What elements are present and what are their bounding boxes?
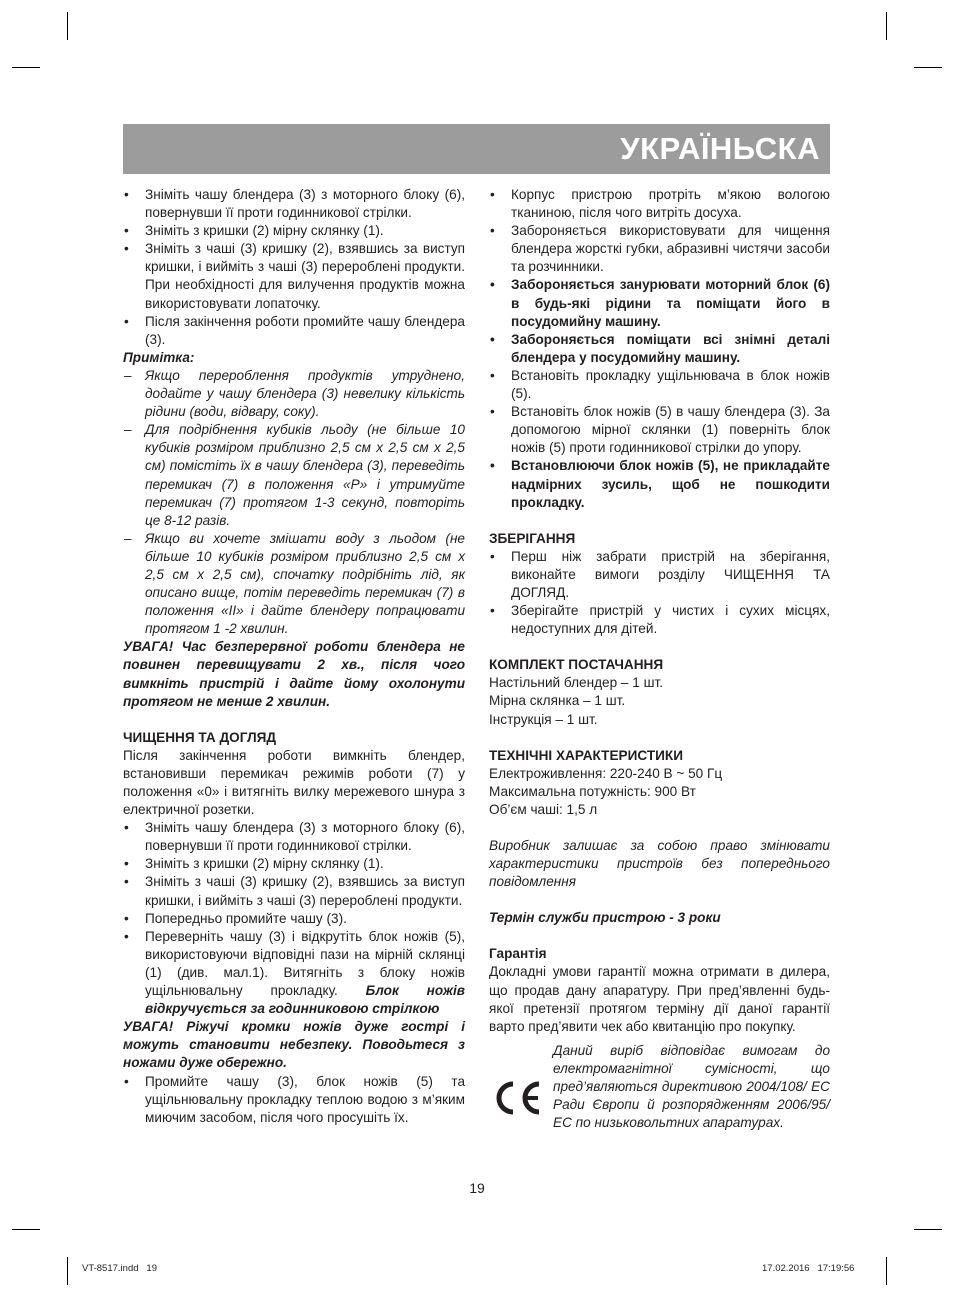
warranty-text: Докладні умови гарантії можна отримати в дилера, що продав дану апаратуру. При пред’явленні будь-якої претензії протягом терміну дії даної гарантії варто пред’явити чек або квитанцію про покупку. (489, 964, 830, 1034)
list-item: • Зніміть з кришки (2) мірну склянку (1). (123, 222, 465, 240)
cleaning-intro: Після закінчення роботи вимкніть блендер, встановивши перемикач режимів роботи (7) у положення «0» і витягніть вилку мережевого шнура з електричної розетки. (123, 747, 465, 818)
warning-text: УВАГА! Час безперервної роботи блендера не повинен перевищувати 2 хв., після чого вимкніть пристрій і дайте йому охолонути протягом не менше 2 хвилин. (123, 639, 465, 709)
ce-statement: Даний виріб відповідає вимогам до електромагнітної сумісності, що пред’являються директивою 2004/108/ ЕС Ради Європи й розпорядженням 2006/95/ЕС по низьковольтних апаратурах. (553, 1042, 830, 1131)
spec-line: Максимальна потужність: 900 Вт (489, 783, 696, 799)
note-item: – Якщо перероблення продуктів утруднено, додайте у чашу блендера (3) невелику кількість рідини (води, відвару, соку). (123, 367, 465, 421)
list-item: • Зніміть з кришки (2) мірну склянку (1). (123, 855, 465, 873)
ce-compliance-block (489, 1042, 830, 1152)
language-banner (123, 124, 830, 174)
list-item: • Зніміть з чаші (3) кришку (2), взявшись за виступ кришки, і вийміть з чаші (3) перероблені продукти. При необхідності для вилучення продуктів можна використовувати лопаточку. (123, 240, 465, 312)
specs-heading: ТЕХНІЧНІ ХАРАКТЕРИСТИКИ (489, 747, 683, 763)
list-item: • Встановіть прокладку ущільнювача в блок ножів (5). (489, 367, 830, 403)
crop-mark (12, 67, 40, 68)
manufacturer-note: Виробник залишає за собою право змінювати характеристики пристроїв без попереднього повідомлення (489, 838, 830, 890)
knife-instruction: Переверніть чашу (3) і відкрутіть блок ножів (5), використовуючи відповідні пази на мірній склянці (1) (див. мал.1). Витягніть з блоку ножів ущільнювальну прокладку. (145, 928, 465, 999)
list-item: • Після закінчення роботи промийте чашу блендера (3). (123, 313, 465, 349)
list-item: • Зберігайте пристрій у чистих і сухих місцях, недоступних для дітей. (489, 602, 830, 638)
list-item: • Зніміть чашу блендера (3) з моторного блоку (6), повернувши її проти годинникової стрілки. (123, 186, 465, 222)
crop-mark (914, 67, 942, 68)
language-title: УКРАЇНЬСКА (620, 131, 820, 166)
kit-line: Настільний блендер – 1 шт. (489, 675, 663, 691)
note-title: Примітка: (123, 349, 195, 365)
list-item: • Встановлюючи блок ножів (5), не прикладайте надмірних зусиль, щоб не пошкодити прокладку. (489, 457, 830, 511)
kit-line: Інструкція – 1 шт. (489, 711, 598, 727)
crop-mark (914, 1229, 942, 1230)
list-item: • Корпус пристрою протріть м’якою вологою тканиною, після чого витріть досуха. (489, 186, 830, 222)
right-column (489, 186, 830, 1152)
knife-emphasis: Блок ножів відкручується за годинниковою стрілкою (145, 983, 466, 1017)
page-number: 19 (469, 1180, 485, 1196)
kit-heading: КОМПЛЕКТ ПОСТАЧАННЯ (489, 657, 664, 673)
crop-mark (886, 1257, 887, 1285)
list-item: • Забороняється використовувати для чищення блендера жорсткі губки, абразивні чистячи засоби та розчинники. (489, 222, 830, 276)
service-life: Термін служби пристрою - 3 роки (489, 910, 721, 926)
list-item: • Забороняється занурювати моторний блок (6) в будь-які рідини та поміщати його в посудомийну машину. (489, 276, 830, 330)
list-item: • Промийте чашу (3), блок ножів (5) та ущільнювальну прокладку теплою водою з м’яким миючим засобом, після чого просушіть їх. (123, 1073, 465, 1127)
left-column (123, 186, 465, 1127)
list-item: • Забороняється поміщати всі знімні деталі блендера у посудомийну машину. (489, 331, 830, 367)
crop-mark (67, 1257, 68, 1285)
note-item: – Для подрібнення кубиків льоду (не більше 10 кубиків розміром приблизно 2,5 см х 2,5 см х 2,5 см) помістіть їх в чашу блендера (3), переведіть перемикач (7) в положення «P» і утримуйте перемикач (7) протягом 1-3 секунд, повторіть це 8-12 разів. (123, 421, 465, 530)
cleaning-heading: ЧИЩЕННЯ ТА ДОГЛЯД (123, 729, 277, 745)
list-item: • Зніміть чашу блендера (3) з моторного блоку (6), повернувши її проти годинникової стрілки. (123, 819, 465, 855)
crop-mark (12, 1229, 40, 1230)
note-item: – Якщо ви хочете змішати воду з льодом (не більше 10 кубиків розміром приблизно 2,5 см х 2,5 см х 2,5 см), спочатку подрібніть лід, як описано вище, потім переведіть перемикач (7) в положення «II» і дайте блендеру попрацювати протягом 1 -2 хвилин. (123, 530, 465, 639)
spec-line: Об’єм чаші: 1,5 л (489, 801, 598, 817)
crop-mark (886, 12, 887, 40)
warranty-heading: Гарантія (489, 946, 547, 962)
kit-line: Мірна склянка – 1 шт. (489, 693, 626, 709)
warning-text: УВАГА! Ріжучі кромки ножів дуже гострі і можуть становити небезпеку. Поводьтеся з ножами дуже обережно. (123, 1019, 465, 1071)
list-item: • Зніміть з чаші (3) кришку (2), взявшись за виступ кришки, і вийміть з чаші (3) перероблені продукти. (123, 873, 465, 909)
list-item: • Встановіть блок ножів (5) в чашу блендера (3). За допомогою мірної склянки (1) поверніть блок ножів (5) проти годинникової стрілки до упору. (489, 403, 830, 457)
file-slug: VT-8517.indd 19 (82, 1263, 157, 1274)
spec-line: Електроживлення: 220-240 В ~ 50 Гц (489, 765, 723, 781)
list-item: • Перш ніж забрати пристрій на зберігання, виконайте вимоги розділу ЧИЩЕННЯ ТА ДОГЛЯД. (489, 548, 830, 602)
ce-mark-icon (491, 1078, 545, 1118)
crop-mark (67, 12, 68, 40)
list-item (123, 928, 465, 1018)
print-timestamp: 17.02.2016 17:19:56 (762, 1263, 855, 1274)
list-item: • Попередньо промийте чашу (3). (123, 910, 465, 928)
storage-heading: ЗБЕРІГАННЯ (489, 530, 576, 546)
